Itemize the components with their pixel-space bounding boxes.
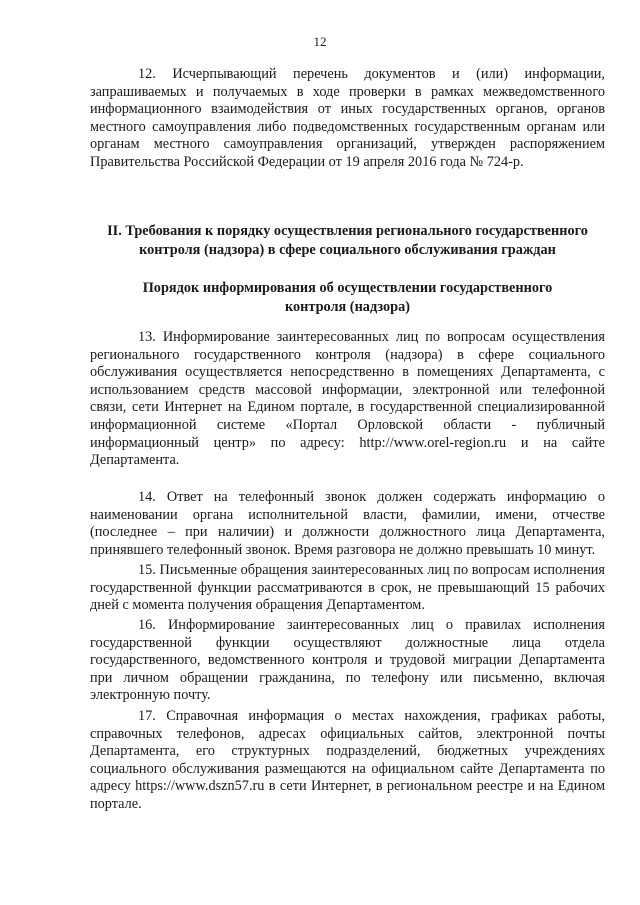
paragraph-16: 16. Информирование заинтересованных лиц о правилах исполнения государственной функции осуществляют должностные лица отдела государственного, ведомственного контроля и трудовой миграции Департамента при личном обращении гражданина, по телефону или письменно, включая электронную почту.	[90, 617, 605, 704]
paragraph-12: 12. Исчерпывающий перечень документов и (или) информации, запрашиваемых и получаемых в ходе проверки в рамках межведомственного информационного взаимодействия от иных государственных органов, органов местного самоуправления либо подведомственных государственным органам или органам местного самоуправления организаций, утвержден распоряжением Правительства Российской Федерации от 19 апреля 2016 года № 724-р.	[90, 66, 605, 170]
subsection-heading: Порядок информирования об осуществлении государственного контроля (надзора)	[142, 280, 553, 315]
paragraph-13: 13. Информирование заинтересованных лиц по вопросам осуществления регионального государственного контроля (надзора) в сфере социального обслуживания осуществляется непосредственно в помещениях Департамента, с использованием средств массовой информации, электронной или телефонной связи, сети Интернет на Едином портале, в государственной специализированной информационной системе «Портал Орловской области - публичный информационный центр» по адресу: http://www.orel-region.ru и на сайте Департамента.	[90, 329, 605, 469]
section-heading: II. Требования к порядку осуществления регионального государственного контроля (надзора) в сфере социального обслуживания граждан	[107, 223, 588, 258]
paragraph-14: 14. Ответ на телефонный звонок должен содержать информацию о наименовании органа исполнительной власти, фамилии, имени, отчестве (последнее – при наличии) и должности должностного лица Департамента, принявшего телефонный звонок. Время разговора не должно превышать 10 минут.	[90, 489, 605, 558]
paragraph-15: 15. Письменные обращения заинтересованных лиц по вопросам исполнения государственной функции рассматриваются в срок, не превышающий 15 рабочих дней с момента получения обращения Департаментом.	[90, 562, 605, 614]
paragraph-17: 17. Справочная информация о местах нахождения, графиках работы, справочных телефонов, адресах официальных сайтов, электронной почты Департамента, его структурных подразделений, бюджетных учреждениях социального обслуживания размещаются на официальном сайте Департамента по адресу https://www.dszn57.ru в сети Интернет, в региональном реестре и на Едином портале.	[90, 708, 605, 812]
page-number: 12	[313, 34, 327, 49]
